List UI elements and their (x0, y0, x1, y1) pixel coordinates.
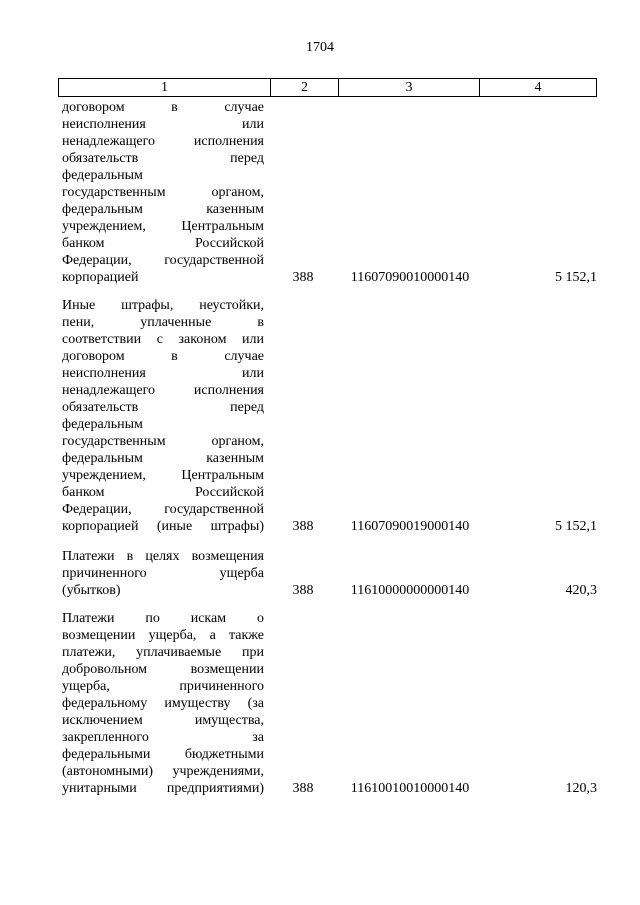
description-line: платежи, уплачиваемые при (62, 645, 264, 660)
header-col-2: 2 (271, 79, 339, 96)
header-col-3: 3 (339, 79, 480, 96)
admin-code: 388 (292, 519, 314, 534)
description-line: (убытков) (62, 583, 121, 598)
description-line: федеральным казенным (62, 451, 264, 466)
description-line: договором в случае (62, 349, 264, 364)
budget-classification-code: 11607090010000140 (350, 270, 470, 285)
description-line: корпорацией (иные штрафы) (62, 519, 264, 534)
description-line: федеральным (62, 417, 143, 432)
amount: 420,3 (565, 583, 597, 598)
description-line: государственным органом, (62, 185, 264, 200)
description-line: причиненного ущерба (62, 566, 264, 581)
description-line: обязательств перед (62, 151, 264, 166)
amount: 5 152,1 (555, 519, 597, 534)
description-line: ущерба, причиненного (62, 679, 264, 694)
description-line: договором в случае (62, 100, 264, 115)
description-line: учреждением, Центральным (62, 468, 264, 483)
row-description (62, 548, 264, 599)
table-header (58, 78, 597, 97)
page-number: 1704 (306, 40, 334, 55)
description-line: возмещении ущерба, а также (62, 628, 264, 643)
description-line: закрепленного за (62, 730, 264, 745)
header-col-1: 1 (59, 79, 271, 96)
description-line: соответствии с законом или (62, 332, 264, 347)
budget-classification-code: 11607090019000140 (350, 519, 470, 534)
description-line: Платежи по искам о (62, 611, 264, 626)
description-line: Платежи в целях возмещения (62, 549, 264, 564)
row-description (62, 610, 264, 797)
description-line: унитарными предприятиями) (62, 781, 264, 796)
admin-code: 388 (292, 583, 314, 598)
description-line: исключением имущества, (62, 713, 264, 728)
description-line: корпорацией (62, 270, 139, 285)
row-description (62, 99, 264, 286)
budget-classification-code: 11610010010000140 (350, 781, 470, 796)
description-line: ненадлежащего исполнения (62, 134, 264, 149)
header-col-4: 4 (534, 80, 542, 95)
description-line: учреждением, Центральным (62, 219, 264, 234)
description-line: федеральными бюджетными (62, 747, 264, 762)
description-line: добровольном возмещении (62, 662, 264, 677)
description-line: пени, уплаченные в (62, 315, 264, 330)
description-line: Иные штрафы, неустойки, (62, 298, 264, 313)
amount: 5 152,1 (555, 270, 597, 285)
description-line: федеральным (62, 168, 143, 183)
amount: 120,3 (565, 781, 597, 796)
admin-code: 388 (292, 781, 314, 796)
description-line: Федерации, государственной (62, 253, 264, 268)
description-line: федеральному имуществу (за (62, 696, 264, 711)
row-description (62, 297, 264, 535)
description-line: государственным органом, (62, 434, 264, 449)
description-line: Федерации, государственной (62, 502, 264, 517)
description-line: (автономными) учреждениями, (62, 764, 264, 779)
description-line: ненадлежащего исполнения (62, 383, 264, 398)
budget-classification-code: 11610000000000140 (350, 583, 470, 598)
description-line: банком Российской (62, 236, 264, 251)
admin-code: 388 (292, 270, 314, 285)
description-line: банком Российской (62, 485, 264, 500)
description-line: обязательств перед (62, 400, 264, 415)
description-line: федеральным казенным (62, 202, 264, 217)
description-line: неисполнения или (62, 366, 264, 381)
description-line: неисполнения или (62, 117, 264, 132)
